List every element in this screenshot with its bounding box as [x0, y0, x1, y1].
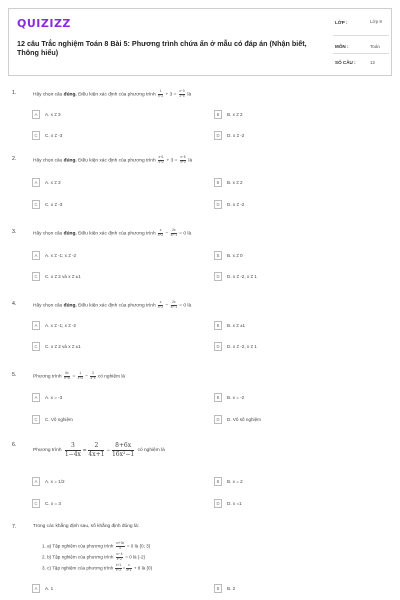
question-6 [8, 442, 396, 517]
option-box: C [32, 499, 40, 508]
worksheet-header [8, 8, 392, 76]
option-a[interactable]: A A. x = -3 [32, 393, 192, 404]
option-b[interactable]: B B. x ≠ 0 [214, 251, 374, 262]
option-d[interactable]: D D. x ≠ -2, x ≠ 1 [214, 342, 374, 353]
option-b[interactable]: B B. x ≠ 2 [214, 178, 374, 189]
option-c[interactable]: C C. x ≠ -3 [32, 200, 192, 211]
option-d[interactable]: D D. x ≠ -2 [214, 131, 374, 142]
option-d[interactable]: D D. x =1 [214, 499, 374, 510]
question-number: 2. [12, 156, 17, 162]
question-5 [8, 372, 396, 432]
option-box: A [32, 251, 40, 260]
option-a[interactable]: A A. x ≠ -1; x ≠ -2 [32, 321, 192, 332]
option-b[interactable]: B B. x = 2 [214, 477, 374, 488]
statement-1: 1. a) Tập nghiệm của phương trình $\frac{\text{x²+3x}}{x}$ = 0 là {0; 3} [42, 541, 151, 550]
option-a[interactable]: A A. x = 1/2 [32, 477, 192, 488]
question-7 [8, 524, 396, 600]
question-text: Trong các khẳng định sau, số khẳng định đúng là: [33, 524, 139, 529]
question-text: Phương trình $\frac{6x}{\text{9−x²}}$ = $\frac{1}{x+3}$ − $\frac{3}{3-x}$ có nghiệm là [33, 371, 126, 380]
question-text: Hãy chọn câu đúng. Điều kiện xác định của phương trình $\frac{x+1}{x+2}$ + 3 = $\frac{x-5}{x+3}$ là [33, 155, 193, 164]
option-box: B [214, 477, 222, 486]
quizizz-logo: QUIZIZZ [17, 17, 71, 30]
option-box: B [214, 110, 222, 119]
question-text: Phương trình $\frac{3}{1-4x}$ = $\frac{2}{4x+1}$ − $\frac{8+6x}{\text{16x²−1}}$ có nghiệm là [33, 442, 165, 458]
socau-label: SỐ CÂU : [335, 60, 356, 65]
option-a[interactable]: A A. x ≠ 3 [32, 110, 192, 121]
option-d[interactable]: D D. x ≠ -2 [214, 200, 374, 211]
divider [333, 53, 389, 54]
question-text: Hãy chọn câu đúng. Điều kiện xác định của phương trình $\frac{x}{x+2}$ − $\frac{2x}{\text{x²−1}}$ = 0 là [33, 228, 192, 237]
option-a[interactable]: A A. x ≠ 3 [32, 178, 192, 189]
statement-3: 3. c) Tập nghiệm của phương trình $\frac{x+1}{x-2}$ = $\frac{x}{x+1}$ + 8 là {0} [42, 563, 153, 572]
option-box: D [214, 272, 222, 281]
option-box: C [32, 200, 40, 209]
option-box: B [214, 321, 222, 330]
option-b[interactable]: B B. 2 [214, 584, 374, 595]
option-box: A [32, 477, 40, 486]
option-a[interactable]: A A. 1 [32, 584, 192, 595]
option-box: B [214, 251, 222, 260]
lop-value: Lớp 8 [370, 19, 382, 24]
option-c[interactable]: C C. Vô nghiệm [32, 415, 192, 426]
question-3 [8, 229, 396, 289]
question-number: 7. [12, 524, 17, 530]
option-c[interactable]: C C. x ≠ 2 và x ≠ ±1 [32, 342, 192, 353]
option-box: A [32, 321, 40, 330]
option-box: D [214, 415, 222, 424]
mon-label: MÔN : [335, 44, 349, 49]
question-number: 1. [12, 90, 17, 96]
socau-value: 12 [370, 60, 376, 65]
option-box: A [32, 584, 40, 593]
option-b[interactable]: B B. x ≠ 2 [214, 110, 374, 121]
option-box: B [214, 393, 222, 402]
option-a[interactable]: A A. x ≠ -1; x ≠ -2 [32, 251, 192, 262]
option-box: B [214, 178, 222, 187]
page-title: 12 câu Trắc nghiệm Toán 8 Bài 5: Phương trình chứa ẩn ở mẫu có đáp án (Nhận biết, Thông hiểu) [17, 39, 307, 57]
option-box: A [32, 178, 40, 187]
option-c[interactable]: C C. x ≠ 2 và x ≠ ±1 [32, 272, 192, 283]
option-box: C [32, 415, 40, 424]
option-b[interactable]: B B. x = -2 [214, 393, 374, 404]
option-c[interactable]: C C. x = 3 [32, 499, 192, 510]
option-box: D [214, 342, 222, 351]
mon-value: Toán [370, 44, 380, 49]
question-number: 4. [12, 301, 17, 307]
option-box: C [32, 131, 40, 140]
option-d[interactable]: D D. Vô số nghiệm [214, 415, 374, 426]
question-text: Hãy chọn câu đúng. Điều kiện xác định của phương trình $\frac{x}{x-2}$ − $\frac{2x}{\text{x²−1}}$ = 0 là [33, 300, 192, 309]
divider [333, 35, 389, 36]
question-4 [8, 301, 396, 361]
option-box: D [214, 499, 222, 508]
option-d[interactable]: D D. x ≠ -2, x ≠ 1 [214, 272, 374, 283]
option-b[interactable]: B B. x ≠ ±1 [214, 321, 374, 332]
question-text: Hãy chọn câu đúng. Điều kiện xác định của phương trình $\frac{1}{x-2}$ + 3 = $\frac{x-3}{2-x}$ là [33, 89, 192, 98]
question-1 [8, 90, 396, 150]
option-box: A [32, 393, 40, 402]
question-number: 5. [12, 372, 17, 378]
option-box: B [214, 584, 222, 593]
option-box: D [214, 131, 222, 140]
question-number: 3. [12, 229, 17, 235]
question-2 [8, 156, 396, 216]
option-box: A [32, 110, 40, 119]
option-c[interactable]: C C. x ≠ -3 [32, 131, 192, 142]
option-box: C [32, 272, 40, 281]
option-box: D [214, 200, 222, 209]
question-number: 6. [12, 442, 17, 448]
lop-label: LỚP : [335, 20, 348, 25]
option-box: C [32, 342, 40, 351]
statement-2: 2. b) Tập nghiệm của phương trình $\frac{\text{x²−4}}{x-2}$ = 0 là {-2} [42, 552, 146, 561]
